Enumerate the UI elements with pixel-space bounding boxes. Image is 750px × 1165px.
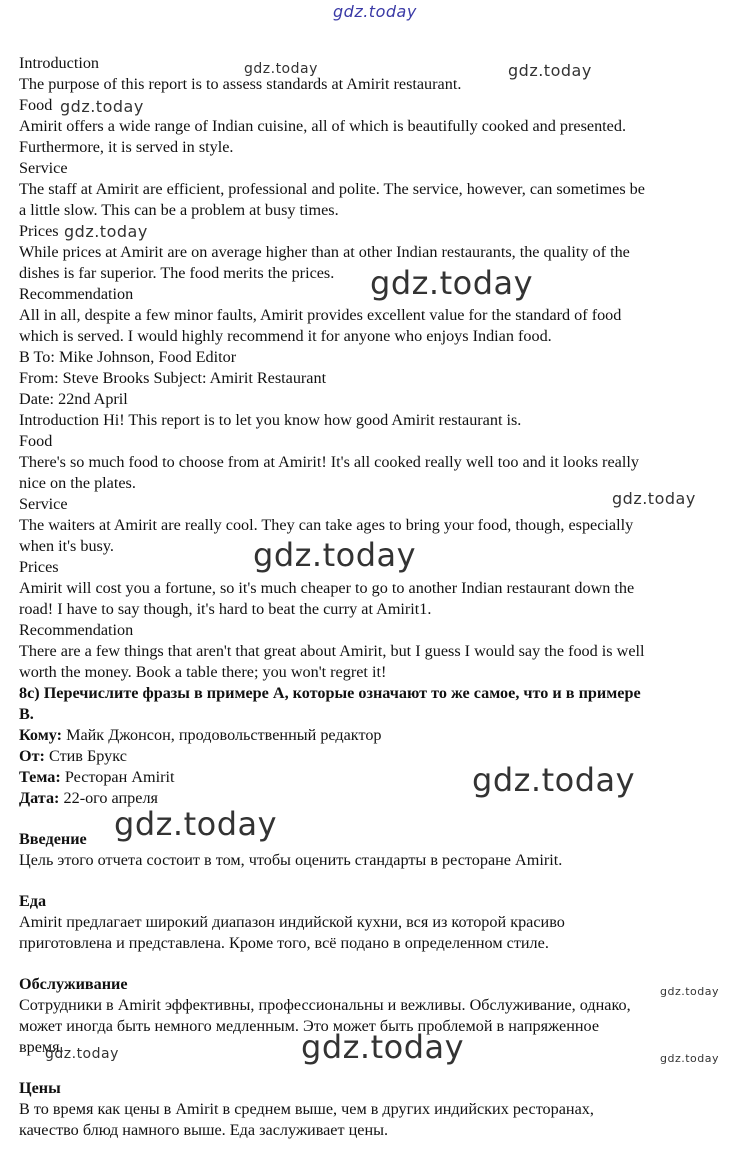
translation-prices-heading: Цены xyxy=(19,1079,61,1097)
subject-label: Тема: xyxy=(19,768,61,786)
watermark: gdz.today xyxy=(301,1028,465,1066)
translation-service-heading: Обслуживание xyxy=(19,975,128,993)
report-a-recommendation-text: which is served. I would highly recommend it for anyone who enjoys Indian food. xyxy=(19,327,552,345)
report-b-food-text: There's so much food to choose from at Amirit! It's all cooked really well too and it looks really xyxy=(19,453,639,471)
report-b-to: B To: Mike Johnson, Food Editor xyxy=(19,348,237,366)
translation-prices-text: В то время как цены в Amirit в среднем выше, чем в других индийских ресторанах, xyxy=(19,1100,594,1118)
watermark: gdz.today xyxy=(60,97,144,116)
translation-food-heading: Еда xyxy=(19,892,47,910)
date-label: Дата: xyxy=(19,789,60,807)
report-a-prices-text: While prices at Amirit are on average higher than at other Indian restaurants, the quality of the xyxy=(19,243,630,261)
report-a-food-text: Amirit offers a wide range of Indian cuisine, all of which is beautifully cooked and presented. xyxy=(19,117,626,135)
task-heading: B. xyxy=(19,705,34,723)
report-a-intro-heading: Introduction xyxy=(19,54,100,72)
watermark: gdz.today xyxy=(114,805,278,843)
watermark: gdz.today xyxy=(472,761,636,799)
from-label: От: xyxy=(19,747,45,765)
translation-food-text: Amirit предлагает широкий диапазон индийской кухни, вся из которой красиво xyxy=(19,913,565,931)
report-b-service-text: The waiters at Amirit are really cool. They can take ages to bring your food, though, especially xyxy=(19,516,634,534)
watermark: gdz.today xyxy=(45,1046,119,1062)
translation-service-text: Сотрудники в Amirit эффективны, профессиональны и вежливы. Обслуживание, однако, xyxy=(19,996,631,1014)
report-a-prices-heading: Prices xyxy=(19,222,59,240)
watermark: gdz.today xyxy=(253,536,417,574)
report-a-service-text: a little slow. This can be a problem at busy times. xyxy=(19,201,339,219)
watermark: gdz.today xyxy=(64,222,148,241)
translation-prices-text: качество блюд намного выше. Еда заслуживает цены. xyxy=(19,1121,389,1139)
report-a-service-heading: Service xyxy=(19,159,68,177)
report-b-date: Date: 22nd April xyxy=(19,390,128,408)
watermark: gdz.today xyxy=(370,264,534,302)
translation-intro-text: Цель этого отчета состоит в том, чтобы оценить стандарты в ресторане Amirit. xyxy=(19,851,563,869)
translation-service-text: может иногда быть немного медленным. Это может быть проблемой в напряженное xyxy=(19,1017,600,1035)
report-b-recommendation-heading: Recommendation xyxy=(19,621,134,639)
report-b-prices-text: road! I have to say though, it's hard to beat the curry at Amirit1. xyxy=(19,600,432,618)
translation-intro-heading: Введение xyxy=(19,830,87,848)
from-value: Стив Брукс xyxy=(44,747,127,765)
report-b-from: From: Steve Brooks Subject: Amirit Restaurant xyxy=(19,369,327,387)
subject-value: Ресторан Amirit xyxy=(60,768,175,786)
report-b-service-text: when it's busy. xyxy=(19,537,114,555)
report-a-prices-text: dishes is far superior. The food merits the prices. xyxy=(19,264,335,282)
report-b-service-heading: Service xyxy=(19,495,68,513)
report-b-intro: Introduction Hi! This report is to let you know how good Amirit restaurant is. xyxy=(19,411,522,429)
watermark: gdz.today xyxy=(660,1052,720,1065)
report-a-service-text: The staff at Amirit are efficient, professional and polite. The service, however, can sometimes be xyxy=(19,180,645,198)
report-b-food-text: nice on the plates. xyxy=(19,474,136,492)
report-b-food-heading: Food xyxy=(19,432,53,450)
task-heading: 8c) Перечислите фразы в примере А, которые означают то же самое, что и в примере xyxy=(19,684,641,702)
report-b-recommendation-text: worth the money. Book a table there; you won't regret it! xyxy=(19,663,387,681)
translation-to xyxy=(19,725,734,745)
watermark-header: gdz.today xyxy=(333,2,417,21)
report-b-prices-heading: Prices xyxy=(19,558,59,576)
watermark: gdz.today xyxy=(612,489,696,508)
to-value: Майк Джонсон, продовольственный редактор xyxy=(62,726,382,744)
to-label: Кому: xyxy=(19,726,63,744)
date-value: 22-ого апреля xyxy=(59,789,158,807)
report-a-food-heading: Food xyxy=(19,96,53,114)
report-a-intro-text: The purpose of this report is to assess standards at Amirit restaurant. xyxy=(19,75,462,93)
watermark: gdz.today xyxy=(660,985,720,998)
report-b-prices-text: Amirit will cost you a fortune, so it's much cheaper to go to another Indian restaurant down the xyxy=(19,579,635,597)
report-b-recommendation-text: There are a few things that aren't that great about Amirit, but I guess I would say the food is well xyxy=(19,642,645,660)
translation-service-text: время. xyxy=(19,1038,64,1056)
watermark: gdz.today xyxy=(244,61,318,77)
watermark: gdz.today xyxy=(508,61,592,80)
report-a-recommendation-text: All in all, despite a few minor faults, Amirit provides excellent value for the standard of food xyxy=(19,306,622,324)
report-a-recommendation-heading: Recommendation xyxy=(19,285,134,303)
translation-food-text: приготовлена и представлена. Кроме того, всё подано в определенном стиле. xyxy=(19,934,549,952)
report-a-food-text: Furthermore, it is served in style. xyxy=(19,138,234,156)
